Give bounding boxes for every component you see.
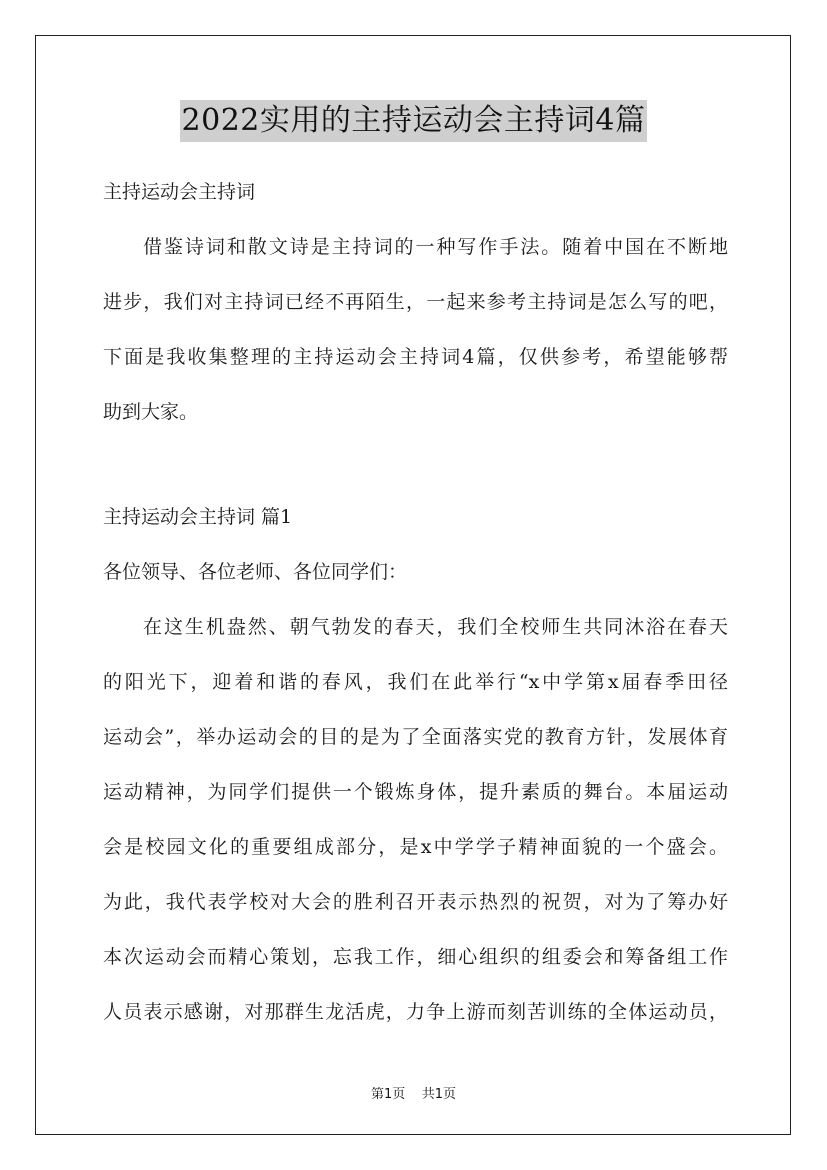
- intro-paragraph-line: 进步，我们对主持词已经不再陌生，一起来参考主持词是怎么写的吧，: [103, 291, 728, 313]
- section-heading: 主持运动会主持词 篇1: [103, 506, 293, 528]
- page-total: 共1页: [421, 1087, 457, 1102]
- title-container: [0, 100, 827, 142]
- intro-paragraph-line: 下面是我收集整理的主持运动会主持词4篇，仅供参考，希望能够帮: [103, 346, 728, 368]
- body-paragraph-line: 运动精神，为同学们提供一个锻炼身体，提升素质的舞台。本届运动: [103, 781, 728, 803]
- intro-paragraph-line: 助到大家。: [103, 401, 199, 423]
- body-paragraph-line: 本次运动会而精心策划，忘我工作，细心组织的组委会和筹备组工作: [103, 946, 728, 968]
- greeting-line: 各位领导、各位老师、各位同学们：: [103, 561, 408, 583]
- body-paragraph-line: 的阳光下，迎着和谐的春风，我们在此举行“x中学第x届春季田径: [103, 671, 728, 693]
- blank-line: [103, 440, 728, 490]
- body-paragraph-line: 会是校园文化的重要组成部分，是x中学学子精神面貌的一个盛会。: [103, 836, 728, 858]
- intro-paragraph-line: 借鉴诗词和散文诗是主持词的一种写作手法。随着中国在不断地: [143, 236, 728, 258]
- document-body: [103, 165, 728, 1040]
- body-paragraph-line: 人员表示感谢，对那群生龙活虎，力争上游而刻苦训练的全体运动员，: [103, 1001, 728, 1023]
- body-paragraph-line: 运动会”，举办运动会的目的是为了全面落实党的教育方针，发展体育: [103, 726, 728, 748]
- page-number: 第1页: [370, 1087, 406, 1102]
- intro-heading: 主持运动会主持词: [103, 181, 256, 203]
- body-paragraph-line: 在这生机盎然、朝气勃发的春天，我们全校师生共同沐浴在春天: [143, 616, 728, 638]
- document-title: 2022实用的主持运动会主持词4篇: [180, 100, 648, 142]
- page-footer: [0, 1083, 827, 1102]
- body-paragraph-line: 为此，我代表学校对大会的胜利召开表示热烈的祝贺，对为了筹办好: [103, 891, 728, 913]
